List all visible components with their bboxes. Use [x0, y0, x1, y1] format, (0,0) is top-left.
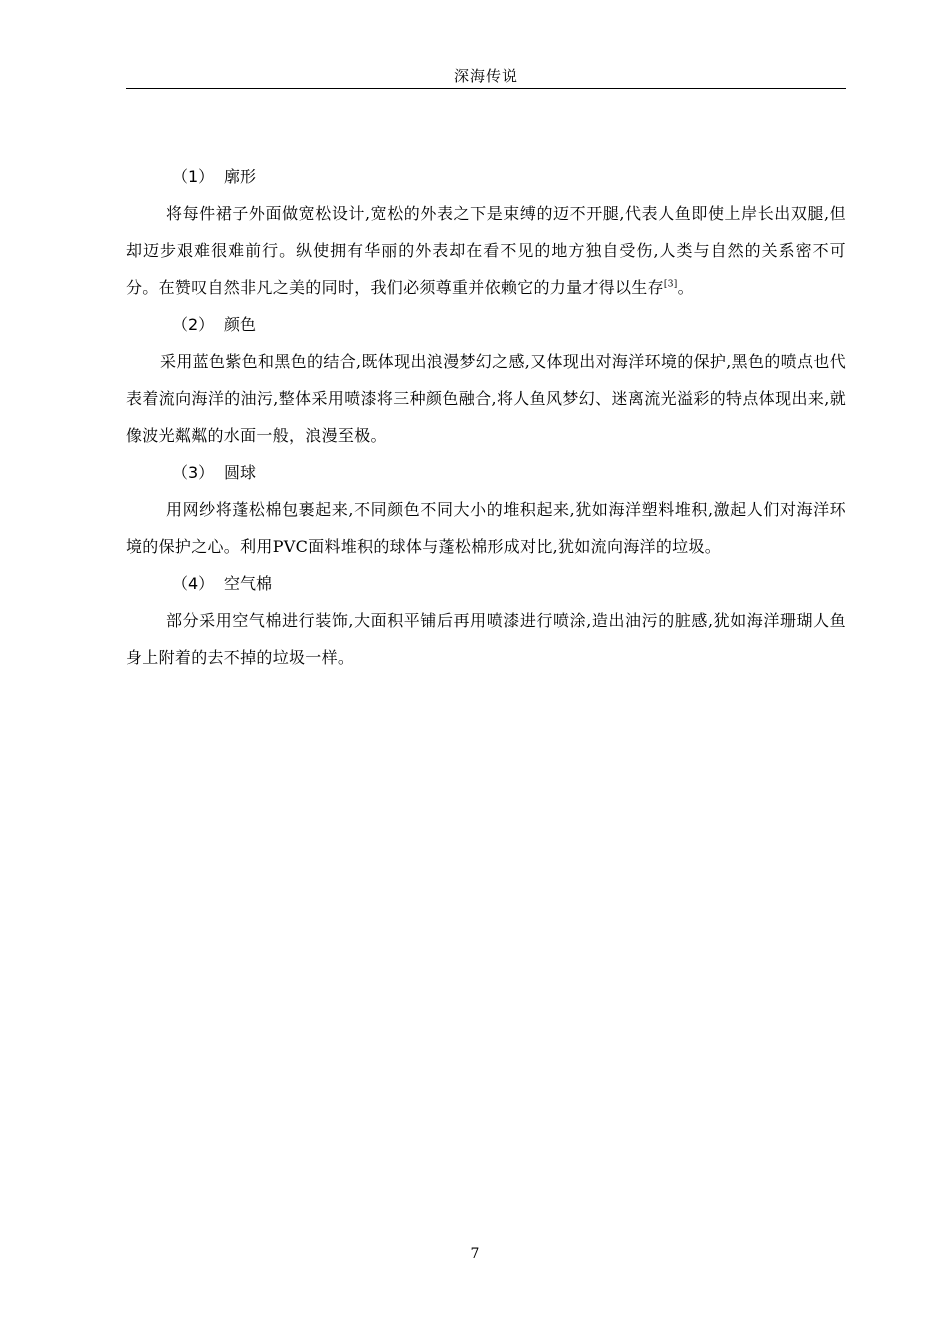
- citation-marker: [3]: [663, 279, 678, 290]
- section-number: （4）: [172, 574, 215, 593]
- section-heading-air-cotton: [126, 565, 846, 602]
- paragraph-text: 将每件裙子外面做宽松设计,宽松的外表之下是束缚的迈不开腿,代表人鱼即使上岸长出双腿,但却迈步艰难很难前行。纵使拥有华丽的外表却在看不见的地方独自受伤,人类与自然的关系密不可分。在赞叹自然非凡之美的同时，我们必须尊重并依赖它的力量才得以生存: [126, 204, 846, 297]
- section-title: 圆球: [224, 463, 257, 482]
- page-number: 7: [470, 1246, 480, 1262]
- section-title: 廓形: [224, 167, 257, 186]
- section-heading-sphere: [126, 454, 846, 491]
- section-paragraph-color: 采用蓝色紫色和黑色的结合,既体现出浪漫梦幻之感,又体现出对海洋环境的保护,黑色的喷点也代表着流向海洋的油污,整体采用喷漆将三种颜色融合,将人鱼风梦幻、迷离流光溢彩的特点体现出来,就像波光粼粼的水面一般，浪漫至极。: [126, 352, 846, 445]
- document-body: [126, 158, 846, 676]
- section-paragraph-air-cotton: 部分采用空气棉进行装饰,大面积平铺后再用喷漆进行喷涂,造出油污的脏感,犹如海洋珊瑚人鱼身上附着的去不掉的垃圾一样。: [126, 611, 846, 667]
- section-heading-color: [126, 306, 846, 343]
- section-number: （2）: [172, 315, 215, 334]
- section-number: （1）: [172, 167, 215, 186]
- section-title: 空气棉: [224, 574, 273, 593]
- section-title: 颜色: [224, 315, 257, 334]
- section-number: （3）: [172, 463, 215, 482]
- section-paragraph-silhouette: [126, 195, 846, 306]
- header-rule: [126, 88, 846, 89]
- running-header: 深海传说: [453, 67, 518, 85]
- section-heading-silhouette: [126, 158, 846, 195]
- section-paragraph-sphere: 用网纱将蓬松棉包裹起来,不同颜色不同大小的堆积起来,犹如海洋塑料堆积,激起人们对海洋环境的保护之心。利用PVC面料堆积的球体与蓬松棉形成对比,犹如流向海洋的垃圾。: [126, 500, 846, 556]
- paragraph-end: 。: [677, 278, 694, 297]
